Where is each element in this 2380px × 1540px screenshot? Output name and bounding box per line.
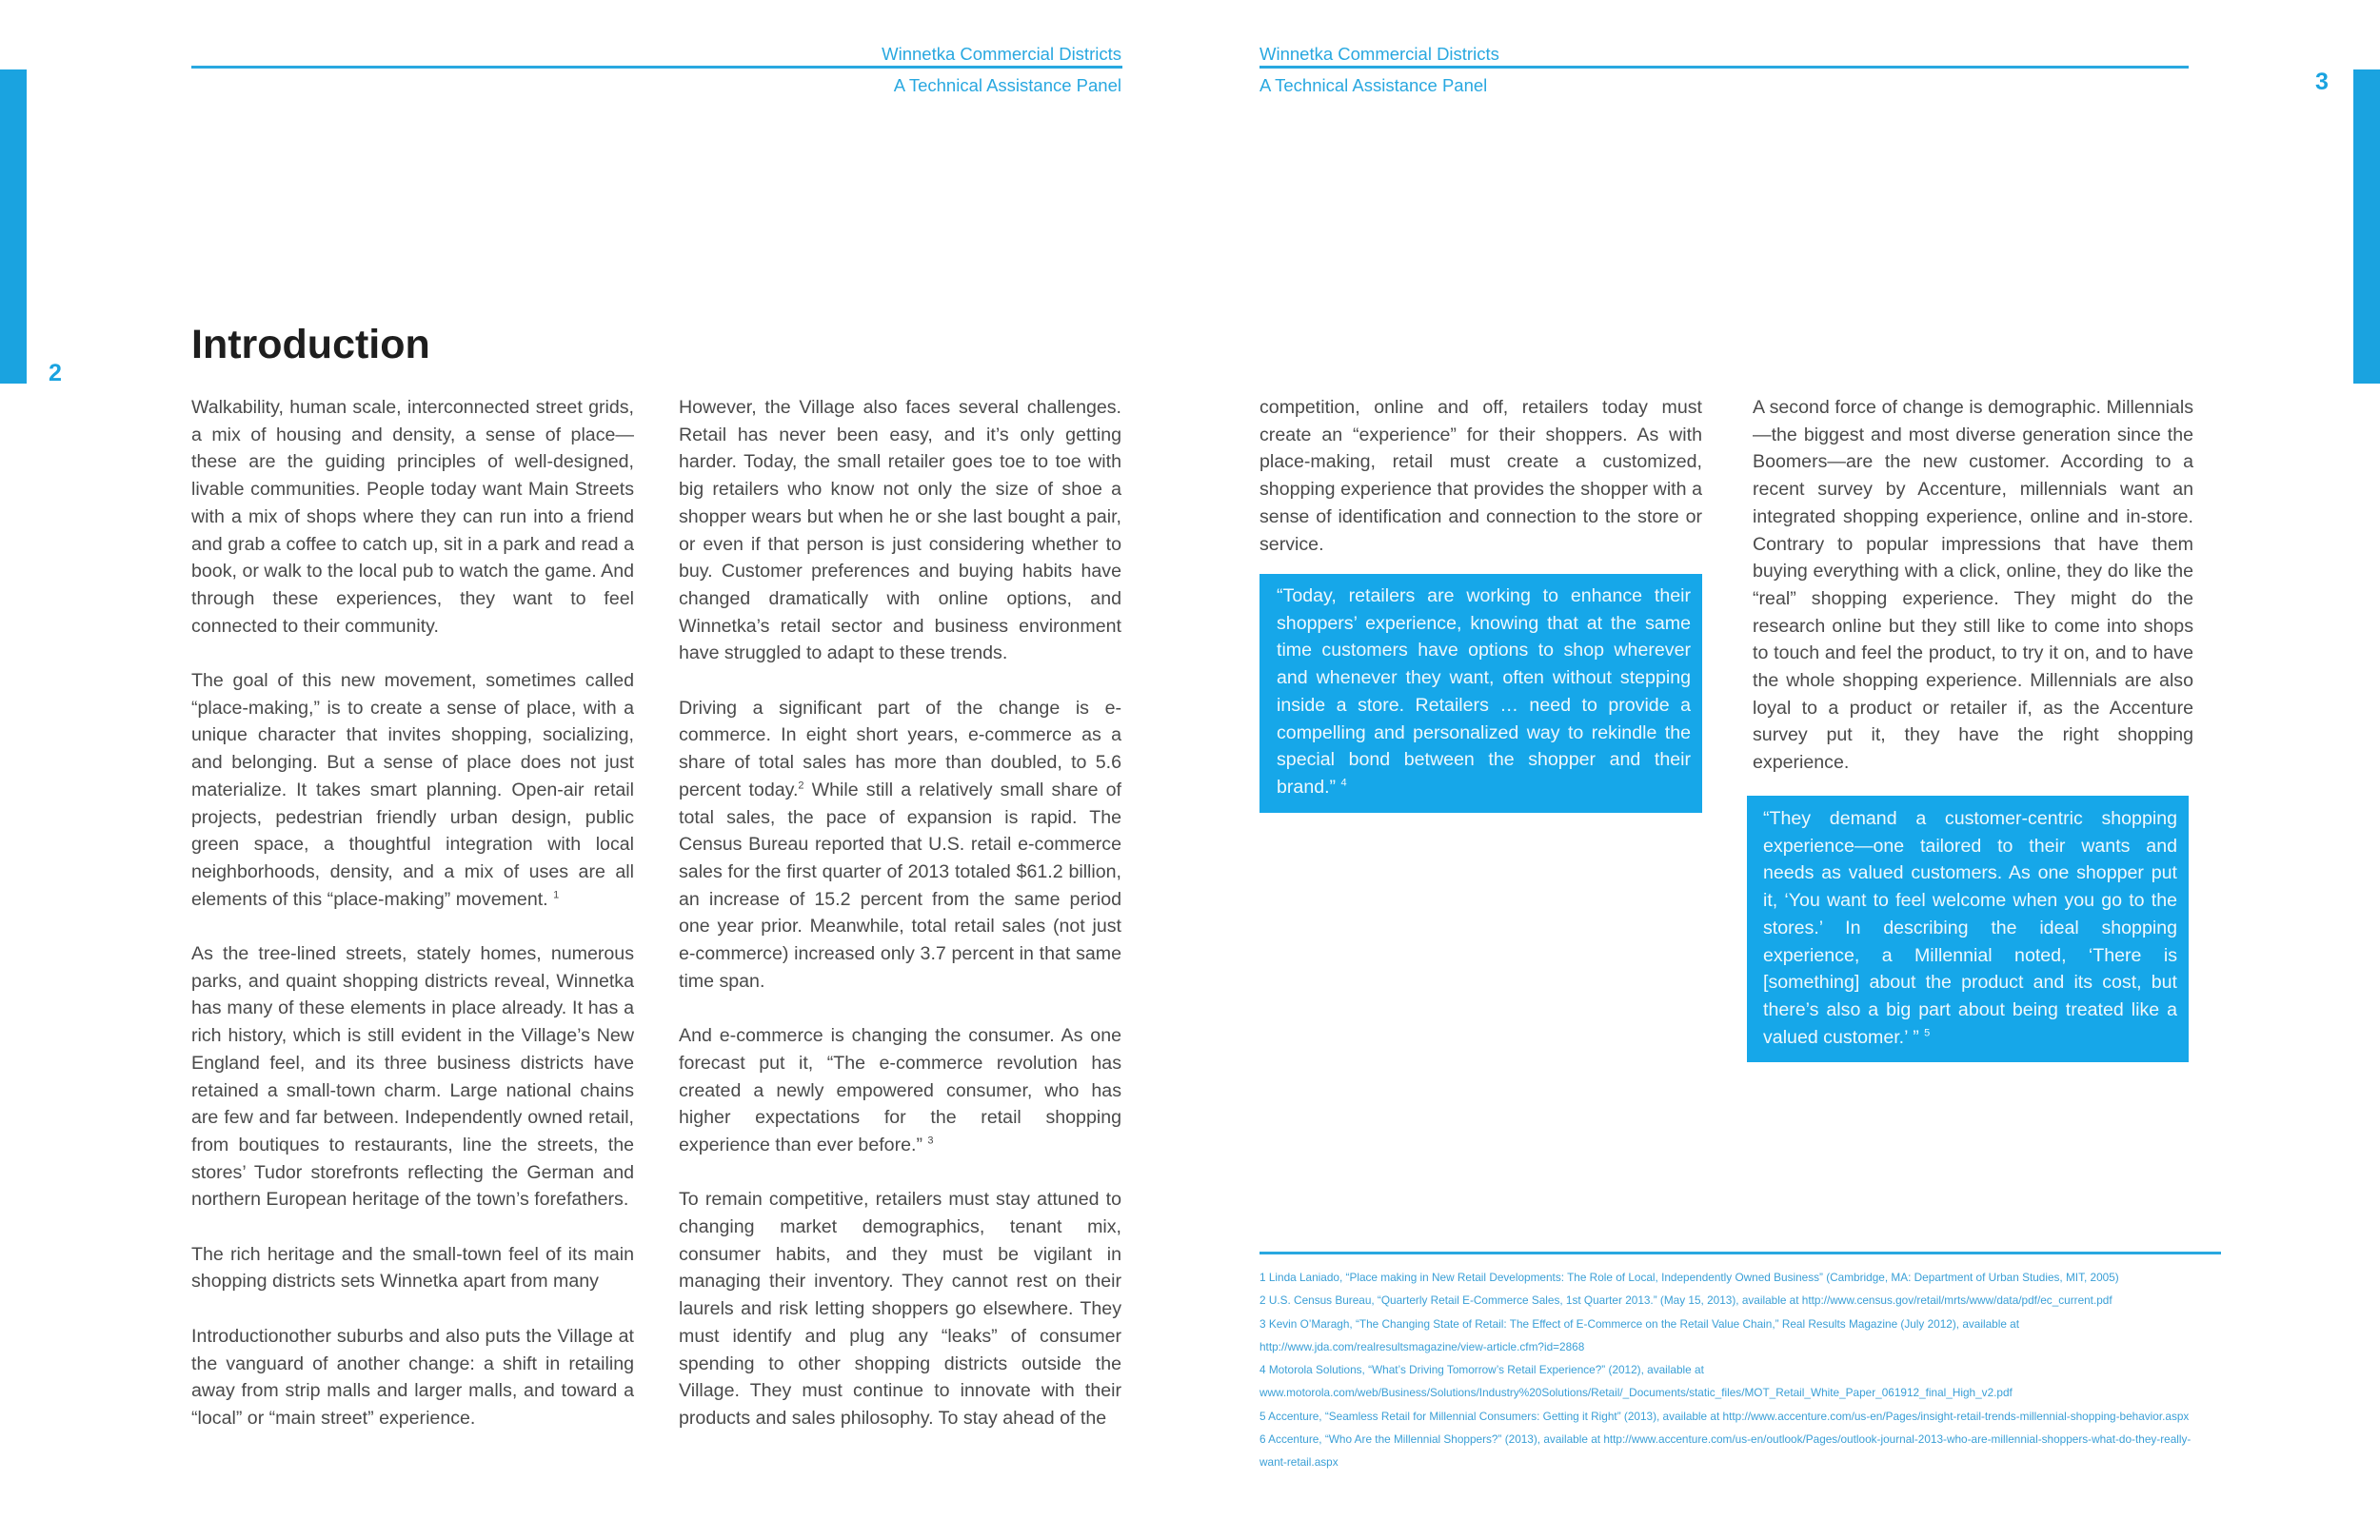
header-left-rule xyxy=(191,66,1122,69)
left-edge-bar xyxy=(0,69,27,384)
right-edge-bar xyxy=(2353,69,2380,384)
header-right-title: Winnetka Commercial Districts xyxy=(1259,44,1499,64)
paragraph: However, the Village also faces several challenges. Retail has never been easy, and it’s only getting harder. Today, the small retailer goes toe to toe with big retailers who know not only the size of shoe a shopper wears but when he or she last bought a pair, or even if that person is just considering whether to buy. Customer preferences and buying habits have changed dramatically with online options, and Winnetka’s retail sector and business environment have struggled to adapt to these trends. xyxy=(679,397,1121,664)
paragraph: Introductionother suburbs and also puts the Village at the vanguard of another change: a shift in retailing away from strip malls and larger malls, and toward a “local” or “main street” experience. xyxy=(191,1325,634,1429)
body-column-3 xyxy=(1259,394,1702,558)
footnote: 1 Linda Laniado, “Place making in New Retail Developments: The Role of Local, Independently Owned Business” (Cambridge, MA: Department of Urban Studies, MIT, 2005) xyxy=(1259,1271,2119,1284)
footnote-ref: 2 xyxy=(798,780,804,792)
quote-text: “Today, retailers are working to enhance their shoppers’ experience, knowing that at the same time customers have options to shop wherever and whenever they want, often without stepping inside a store. Retailers … need to provide a compelling and personalized way to rekindle the special bond between the shopper and their brand.” $^4$ xyxy=(1277,585,1691,798)
paragraph: As the tree-lined streets, stately homes, numerous parks, and quaint shopping districts reveal, Winnetka has many of these elements in place already. It has a rich history, which is still evident in the Village’s New England feel, and its three business districts have retained a small-town charm. Large national chains are few and far between. Independently owned retail, from boutiques to restaurants, line the streets, the stores’ Tudor storefronts reflecting the German and northern European heritage of the town’s forefathers. xyxy=(191,943,634,1211)
paragraph: competition, online and off, retailers today must create an “experience” for their shoppers. As with place-making, retail must create a customized, shopping experience that provides the shopper with a sense of identification and connection to the store or service. xyxy=(1259,397,1702,555)
footnote: 6 Accenture, “Who Are the Millennial Shoppers?” (2013), available at http://www.accenture.com/us-en/outlook/Pages/outlook-journal-2013-who-are-millennial-shoppers-what-do-they-really-want-retail.aspx xyxy=(1259,1432,2192,1470)
footnote-ref: 4 xyxy=(1340,777,1347,789)
page-number-right: 3 xyxy=(2315,69,2329,95)
footnotes-rule xyxy=(1259,1252,2221,1254)
body-column-1 xyxy=(191,394,634,1432)
header-left-title: Winnetka Commercial Districts xyxy=(882,44,1121,64)
footnote: 5 Accenture, “Seamless Retail for Millennial Consumers: Getting it Right” (2013), available at http://www.accenture.com/us-en/Pages/insight-retail-trends-millennial-shopping-behavior.aspx xyxy=(1259,1409,2190,1423)
footnote: 4 Motorola Solutions, “What’s Driving Tomorrow’s Retail Experience?” (2012), available at www.motorola.com/web/Business/Solutions/Industry%20Solutions/Retail/_Documents/static_files/MOT_Retail_White_Paper_061912_final_High_v2.pdf xyxy=(1259,1363,2013,1400)
footnote: 3 Kevin O’Maragh, “The Changing State of Retail: The Effect of E-Commerce on the Retail Value Chain,” Real Results Magazine (July 2012), available at http://www.jda.com/realresultsmagazine/view-article.cfm?id=2868 xyxy=(1259,1316,2020,1353)
pull-quote-1 xyxy=(1259,574,1702,813)
paragraph: Driving a significant part of the change is e-commerce. In eight short years, e-commerce as a share of total sales has more than doubled, to 5.6 percent today.$^2$ While still a relatively small share of total sales, the pace of expansion is rapid. The Census Bureau reported that U.S. retail e-commerce sales for the first quarter of 2013 totaled $61.2 billion, an increase of 15.2 percent from the same period one year prior. Meanwhile, total retail sales (not just e-commerce) increased only 3.7 percent in that same time span. xyxy=(679,697,1121,992)
footnote: 2 U.S. Census Bureau, “Quarterly Retail E-Commerce Sales, 1st Quarter 2013.” (May 15, 2013), available at http://www.census.gov/retail/mrts/www/data/pdf/ec_current.pdf xyxy=(1259,1293,2112,1308)
paragraph: And e-commerce is changing the consumer. As one forecast put it, “The e-commerce revolution has created a newly empowered consumer, who has higher expectations for the retail shopping experience than ever before.” $^3$ xyxy=(679,1025,1121,1155)
paragraph: The rich heritage and the small-town feel of its main shopping districts sets Winnetka apart from many xyxy=(191,1243,634,1293)
header-right-subtitle: A Technical Assistance Panel xyxy=(1259,75,1488,95)
paragraph: A second force of change is demographic. Millennials—the biggest and most diverse generation since the Boomers—are the new customer. According to a recent survey by Accenture, millennials want an integrated shopping experience, online and in-store. Contrary to popular impressions that have them buying everything with a click, online, they do like the “real” shopping experience. They might do the research online but they still like to come into shops to touch and feel the product, to try it on, and to have the whole shopping experience. Millennials are also loyal to a product or retailer if, as the Accenture survey put it, they have the right shopping experience. xyxy=(1753,397,2193,774)
footnote-ref: 3 xyxy=(927,1135,934,1147)
footnotes xyxy=(1259,1266,2216,1474)
body-column-2 xyxy=(679,394,1121,1432)
footnote-ref: 1 xyxy=(553,889,560,901)
quote-text: “They demand a customer-centric shopping experience—one tailored to their wants and needs as valued customers. As one shopper put it, ‘You want to feel welcome when you go to the stores.’ In describing the ideal shopping experience, a Millennial noted, ‘There is [something] about the product and its cost, but there’s also a big part about being treated like a valued customer.’ ” $^5$ xyxy=(1763,808,2177,1048)
paragraph: To remain competitive, retailers must stay attuned to changing market demographics, tenant mix, consumer habits, and they must be vigilant in managing their inventory. They cannot rest on their laurels and risk letting shoppers go elsewhere. They must identify and plug any “leaks” of consumer spending to other shopping districts outside the Village. They must continue to innovate with their products and sales philosophy. To stay ahead of the xyxy=(679,1189,1121,1429)
body-column-4 xyxy=(1753,394,2193,777)
paragraph: The goal of this new movement, sometimes called “place-making,” is to create a sense of place, with a unique character that invites shopping, socializing, and belonging. But a sense of place does not just materialize. It takes smart planning. Open-air retail projects, pedestrian friendly urban design, public green space, a thoughtful integration with local neighborhoods, density, and a mix of uses are all elements of this “place-making” movement. $^1$ xyxy=(191,670,634,910)
header-left-subtitle: A Technical Assistance Panel xyxy=(893,75,1121,95)
footnote-ref: 5 xyxy=(1924,1027,1931,1039)
page-number-left: 2 xyxy=(49,360,62,386)
paragraph: Walkability, human scale, interconnected street grids, a mix of housing and density, a sense of place—these are the guiding principles of well-designed, livable communities. People today want Main Streets with a mix of shops where they can run into a friend and grab a coffee to catch up, sit in a park and read a book, or walk to the local pub to watch the game. And through these experiences, they want to feel connected to their community. xyxy=(191,397,634,637)
pull-quote-2 xyxy=(1747,796,2189,1062)
section-title: Introduction xyxy=(191,322,430,367)
header-right-rule xyxy=(1259,66,2189,69)
